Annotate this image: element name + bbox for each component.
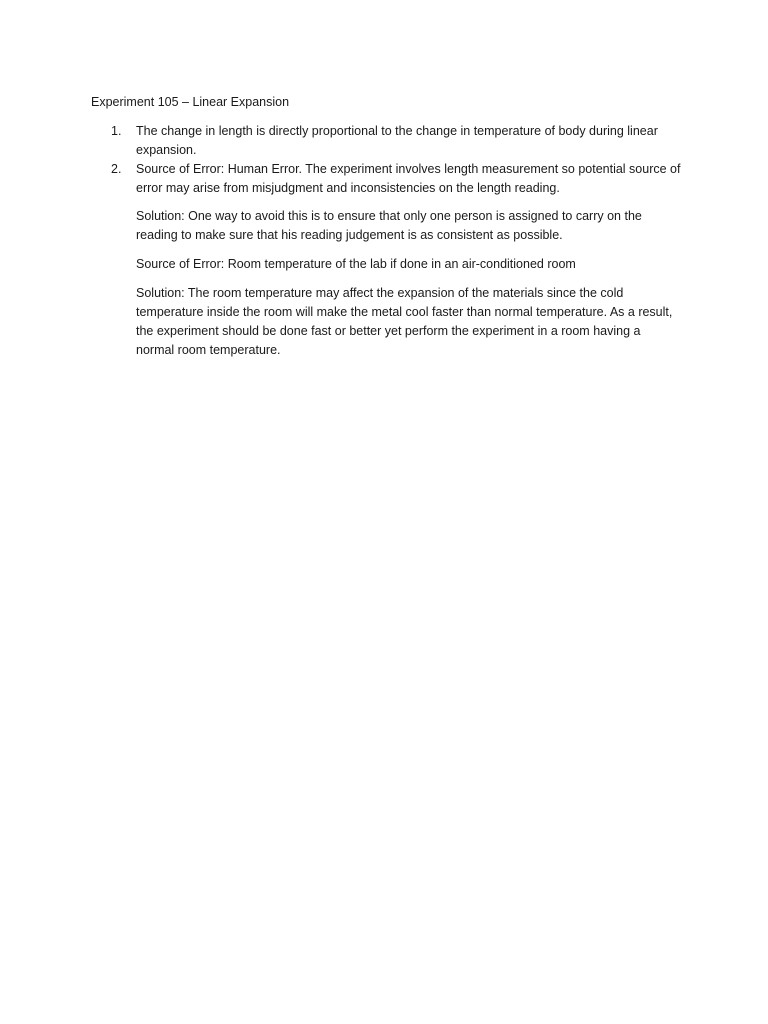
solution-paragraph: Solution: The room temperature may affect the expansion of the materials since the cold temperature inside the room will make the metal cool faster than normal temperature. As a result, the experiment should be done fast or better yet perform the experiment in a room having a normal room temperature. [136,286,673,357]
solution-paragraph: Solution: One way to avoid this is to ensure that only one person is assigned to carry on the reading to make sure that his reading judgement is as consistent as possible. [136,209,642,242]
list-item-number: 2. [111,162,122,176]
list-item [111,160,681,198]
source-of-error-paragraph: Source of Error: Room temperature of the lab if done in an air-conditioned room [136,257,576,271]
numbered-list [111,122,681,198]
list-item-text: The change in length is directly proportional to the change in temperature of body during linear expansion. [136,124,658,157]
document-title: Experiment 105 – Linear Expansion [91,95,290,109]
list-item [111,122,681,160]
list-item-number: 1. [111,124,122,138]
list-item-text: Source of Error: Human Error. The experiment involves length measurement so potential source of error may arise from misjudgment and inconsistencies on the length reading. [136,162,681,195]
